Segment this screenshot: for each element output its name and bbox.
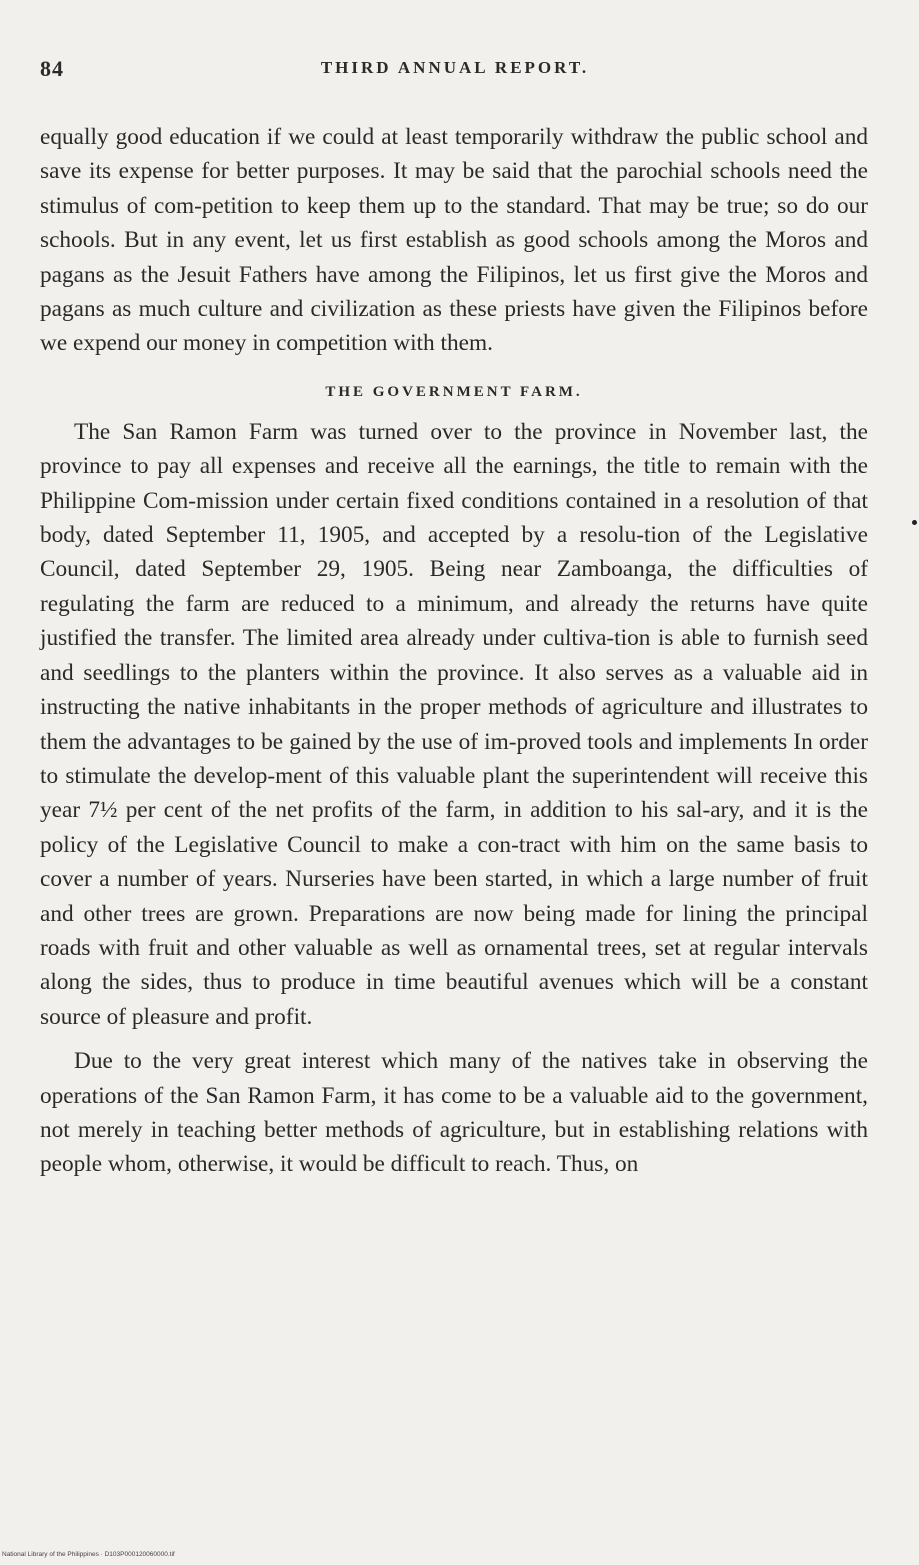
paragraph-spacer xyxy=(40,1034,868,1044)
running-head: THIRD ANNUAL REPORT. xyxy=(320,58,590,77)
page-number: 84 xyxy=(40,56,64,81)
paragraph-1: equally good education if we could at least temporarily withdraw the public school and save its expense for better purposes. It may be said that the parochial schools need the stimulus of com-petition to keep them up to the standard. That may be true; so do our schools. But in any event, let us first establish as good schools among the Moros and pagans as the Jesuit Fathers have among the Filipinos, let us first give the Moros and pagans as much culture and civilization as these priests have given the Filipinos before we expend our money in competition with them. xyxy=(40,124,868,357)
section-heading: THE GOVERNMENT FARM. xyxy=(325,383,583,400)
paragraph-3: Due to the very great interest which many of the natives take in observing the operations of the San Ramon Farm, it has come to be a valuable aid to the government, not merely in teaching better methods of agriculture, but in establishing relations with people whom, otherwise, it would be difficult to reach. Thus, on xyxy=(40,1048,868,1178)
body-text xyxy=(40,120,868,1182)
page-header xyxy=(40,56,870,86)
paragraph-2: The San Ramon Farm was turned over to the province in November last, the province to pay all expenses and receive all the earnings, the title to remain with the Philippine Com-mission under certain fixed conditions contained in a resolution of that body, dated September 11, 1905, and accepted by a resolu-tion of the Legislative Council, dated September 29, 1905. Being near Zamboanga, the difficulties of regulating the farm are reduced to a minimum, and already the returns have quite justified the transfer. The limited area already under cultiva-tion is able to furnish seed and seedlings to the planters within the province. It also serves as a valuable aid in instructing the native inhabitants in the proper methods of agriculture and illustrates to them the advantages to be gained by the use of im-proved tools and implements In order to stimulate the develop-ment of this valuable plant the superintendent will receive this year 7½ per cent of the net profits of the farm, in addition to his sal-ary, and it is the policy of the Legislative Council to make a con-tract with him on the same basis to cover a number of years. Nurseries have been started, in which a large number of fruit and other trees are grown. Preparations are now being made for lining the principal roads with fruit and other valuable as well as ornamental trees, set at regular intervals along the sides, thus to produce in time beautiful avenues which will be a constant source of pleasure and profit. xyxy=(40,418,868,1030)
scan-footer: National Library of the Philippines · D103P000120060000.tif xyxy=(2,1551,175,1558)
ink-speck xyxy=(912,520,917,525)
